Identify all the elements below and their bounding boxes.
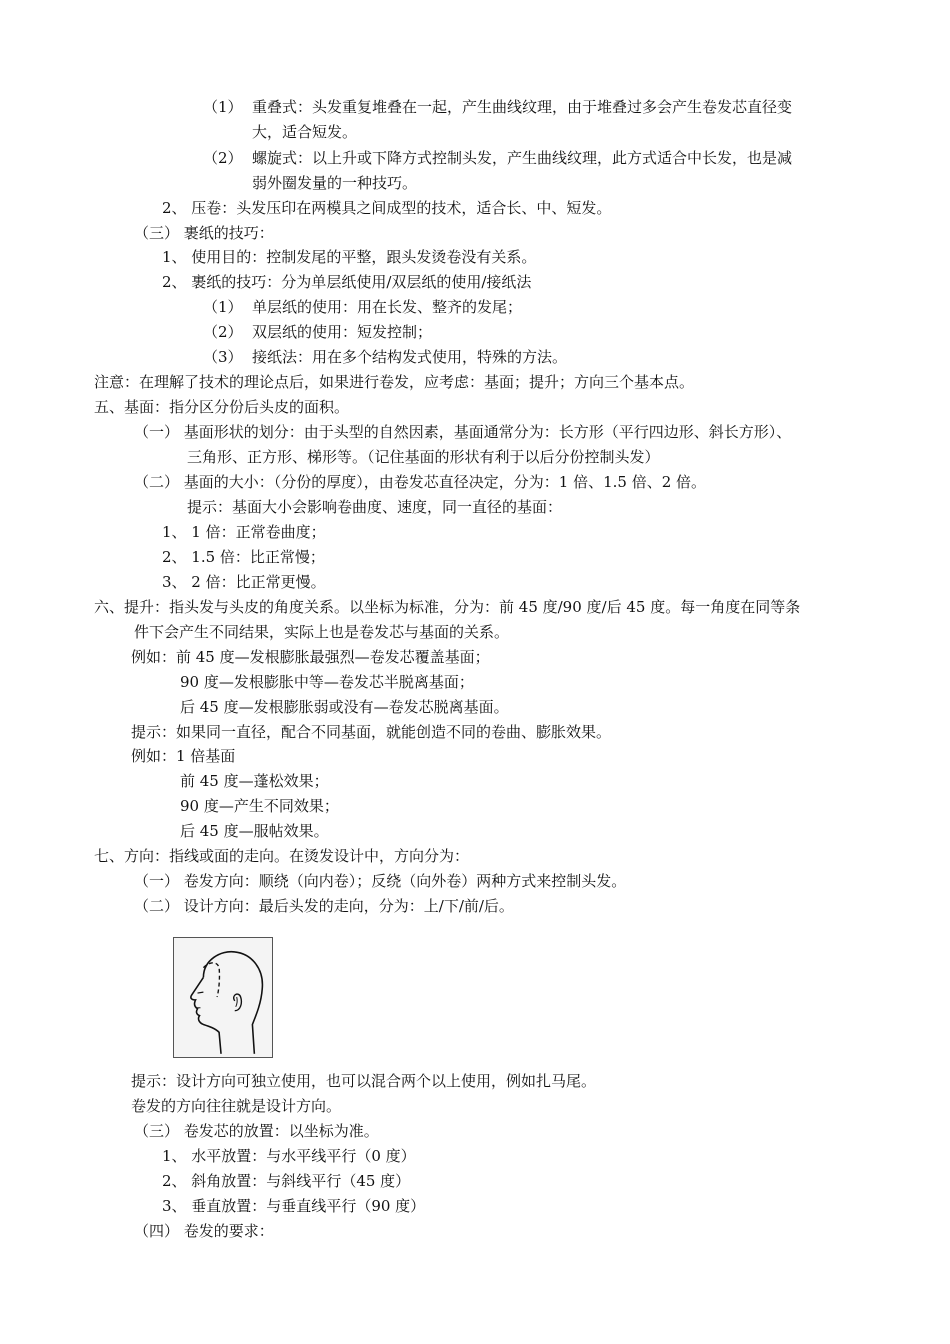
text-line: 重叠式：头发重复堆叠在一起，产生曲线纹理，由于堆叠过多会产生卷发芯直径变	[252, 98, 793, 116]
text-line: 单层纸的使用：用在长发、整齐的发尾；	[252, 298, 523, 316]
text-line: （一） 卷发方向：顺绕（向内卷）；反绕（向外卷）两种方式来控制头发。	[134, 872, 627, 890]
text-line: 提示：基面大小会影响卷曲度、速度，同一直径的基面：	[187, 498, 563, 516]
text-line	[203, 297, 243, 317]
text-line: 双层纸的使用：短发控制；	[252, 323, 433, 341]
text-line: 大，适合短发。	[252, 123, 358, 141]
section-heading: 七、方向：指线或面的走向。在烫发设计中，方向分为：	[94, 847, 470, 865]
text-line: 螺旋式：以上升或下降方式控制头发，产生曲线纹理，此方式适合中长发，也是减	[252, 149, 793, 167]
text-line: 接纸法：用在多个结构发式使用，特殊的方法。	[252, 348, 568, 366]
text-line: 例如：1 倍基面	[131, 747, 236, 765]
text-line: 3、 垂直放置：与垂直线平行（90 度）	[162, 1197, 426, 1215]
text-line: 提示：设计方向可独立使用，也可以混合两个以上使用，例如扎马尾。	[131, 1072, 597, 1090]
text-line	[203, 322, 243, 342]
text-line: 后 45 度—服帖效果。	[180, 822, 329, 840]
section-heading: （四） 卷发的要求：	[134, 1222, 274, 1240]
text-line: 2、 斜角放置：与斜线平行（45 度）	[162, 1172, 411, 1190]
text-line	[203, 347, 243, 367]
text-line: 3、 2 倍：比正常更慢。	[162, 573, 326, 591]
list-number: （2）	[203, 323, 243, 341]
text-line: 后 45 度—发根膨胀弱或没有—卷发芯脱离基面。	[180, 698, 509, 716]
text-line: 2、 1.5 倍：比正常慢；	[162, 548, 325, 566]
section-heading: 五、基面：指分区分份后头皮的面积。	[94, 398, 350, 416]
text-line: 三角形、正方形、梯形等。（记住基面的形状有利于以后分份控制头发）	[187, 448, 660, 466]
text-line: 1、 使用目的：控制发尾的平整，跟头发烫卷没有关系。	[162, 248, 537, 266]
text-line: 90 度—产生不同效果；	[180, 797, 339, 815]
section-heading: 六、提升：指头发与头皮的角度关系。以坐标为标准，分为：前 45 度/90 度/后 45 度。每一角度在同等条	[94, 598, 801, 616]
text-line: 提示：如果同一直径，配合不同基面，就能创造不同的卷曲、膨胀效果。	[131, 723, 612, 741]
text-line: 弱外圈发量的一种技巧。	[252, 174, 418, 192]
text-line: （一） 基面形状的划分：由于头型的自然因素，基面通常分为：长方形（平行四边形、斜长方形）、	[134, 423, 792, 441]
text-line	[203, 148, 243, 168]
section-heading: （三） 裹纸的技巧：	[134, 224, 274, 242]
list-number: （2）	[203, 149, 243, 167]
text-line: 90 度—发根膨胀中等—卷发芯半脱离基面；	[180, 673, 474, 691]
note-line: 注意：在理解了技术的理论点后，如果进行卷发，应考虑：基面；提升；方向三个基本点。	[94, 373, 695, 391]
text-line: 2、 裹纸的技巧：分为单层纸使用/双层纸的使用/接纸法	[162, 273, 532, 291]
text-line: 2、 压卷：头发压印在两模具之间成型的技术，适合长、中、短发。	[162, 199, 612, 217]
head-profile-figure	[173, 937, 273, 1058]
list-number: （3）	[203, 348, 243, 366]
text-line: 件下会产生不同结果，实际上也是卷发芯与基面的关系。	[134, 623, 510, 641]
text-line: 卷发的方向往往就是设计方向。	[131, 1097, 342, 1115]
list-number: （1）	[203, 298, 243, 316]
text-line: （二） 设计方向：最后头发的走向，分为：上/下/前/后。	[134, 897, 514, 915]
text-line: 1、 1 倍：正常卷曲度；	[162, 523, 326, 541]
text-line: （二） 基面的大小：（分份的厚度），由卷发芯直径决定，分为：1 倍、1.5 倍、2 倍。	[134, 473, 707, 491]
text-line: 1、 水平放置：与水平线平行（0 度）	[162, 1147, 416, 1165]
text-line: 例如：前 45 度—发根膨胀最强烈—卷发芯覆盖基面；	[131, 648, 490, 666]
text-line: 前 45 度—蓬松效果；	[180, 772, 329, 790]
text-line	[203, 97, 243, 117]
section-heading: （三） 卷发芯的放置：以坐标为准。	[134, 1122, 379, 1140]
list-number: （1）	[203, 98, 243, 116]
